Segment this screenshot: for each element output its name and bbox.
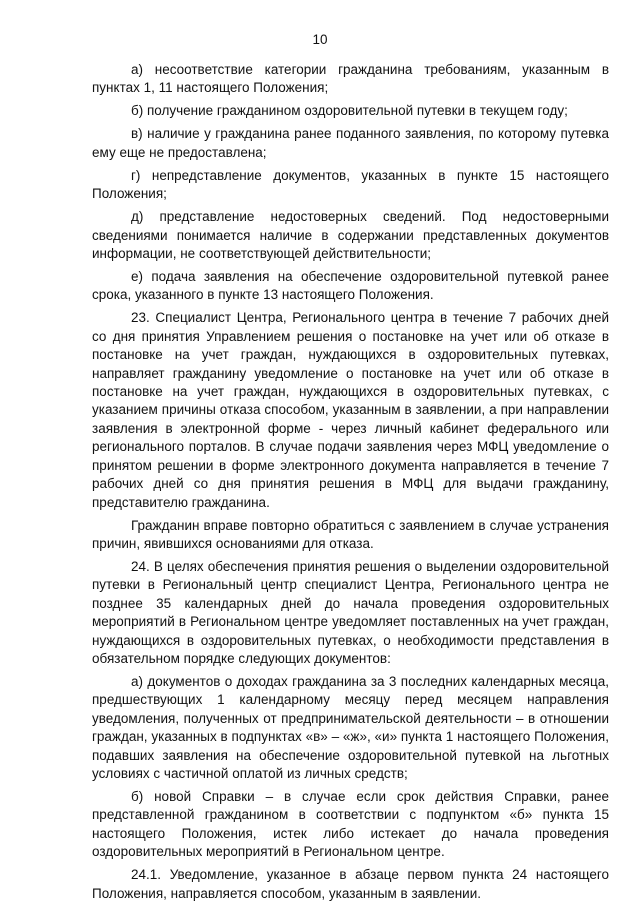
- paragraph-g-missing-documents: г) непредставление документов, указанных в пункте 15 настоящего Положения;: [92, 167, 609, 202]
- document-body: [92, 61, 609, 903]
- paragraph-item-23: 23. Специалист Центра, Регионального центра в течение 7 рабочих дней со дня принятия Управлением решения о постановке на учет или об отказе в постановке на учет граждан, нуждающихся в оздоровительных путевках, направляет гражданину уведомление о постановке на учет или об отказе в постановке на учет граждан, нуждающихся в оздоровительных путевках, с указанием причины отказа способом, указанным в заявлении, а при направлении заявления в электронной форме - через личный кабинет федерального или регионального порталов. В случае подачи заявления через МФЦ уведомление о принятом решении в форме электронного документа направляется в течение 7 рабочих дней со дня принятия решения в МФЦ для выдачи гражданину, представителю гражданина.: [92, 310, 609, 510]
- paragraph-item-24-1: 24.1. Уведомление, указанное в абзаце первом пункта 24 настоящего Положения, направляется способом, указанным в заявлении.: [92, 867, 609, 901]
- paragraph-e-early-application: е) подача заявления на обеспечение оздоровительной путевкой ранее срока, указанного в пункте 13 настоящего Положения.: [92, 269, 609, 303]
- page-number: 10: [312, 32, 328, 47]
- paragraph-d-false-information: д) представление недостоверных сведений. Под недостоверными сведениями понимается наличие в содержании представленных документов информации, не соответствующей действительности;: [92, 209, 609, 262]
- paragraph-item-24-a: а) документов о доходах гражданина за 3 последних календарных месяца, предшествующих 1 календарному месяцу перед месяцем направления уведомления, полученных от предпринимательской деятельности – в отношении граждан, указанных в подпунктах «в» – «ж», «и» пункта 1 настоящего Положения, подавших заявления на обеспечение оздоровительной путевкой на льготных условиях с частичной оплатой из личных средств;: [92, 673, 609, 781]
- paragraph-b-voucher-received: б) получение гражданином оздоровительной путевки в текущем году;: [131, 103, 568, 119]
- paragraph-item-24-b: б) новой Справки – в случае если срок действия Справки, ранее представленной гражданином в соответствии с подпунктом «б» пункта 15 настоящего Положения, истек либо истекает до начала проведения оздоровительных мероприятий в Региональном центре.: [92, 788, 609, 860]
- paragraph-v-pending-application: в) наличие у гражданина ранее поданного заявления, по которому путевка ему еще не предоставлена;: [92, 126, 609, 160]
- paragraph-item-24: 24. В целях обеспечения принятия решения о выделении оздоровительной путевки в Региональный центр специалист Центра, Регионального центра не позднее 35 календарных дней до начала проведения оздоровительных мероприятий в Региональном центре уведомляет поставленных на учет граждан, нуждающихся в оздоровительных путевках, о необходимости представления в обязательном порядке следующих документов:: [92, 558, 609, 666]
- paragraph-repeat-application: Гражданин вправе повторно обратиться с заявлением в случае устранения причин, явившихся основаниями для отказа.: [92, 517, 609, 551]
- paragraph-a-category-mismatch: а) несоответствие категории гражданина требованиям, указанным в пунктах 1, 11 настоящего Положения;: [92, 62, 609, 96]
